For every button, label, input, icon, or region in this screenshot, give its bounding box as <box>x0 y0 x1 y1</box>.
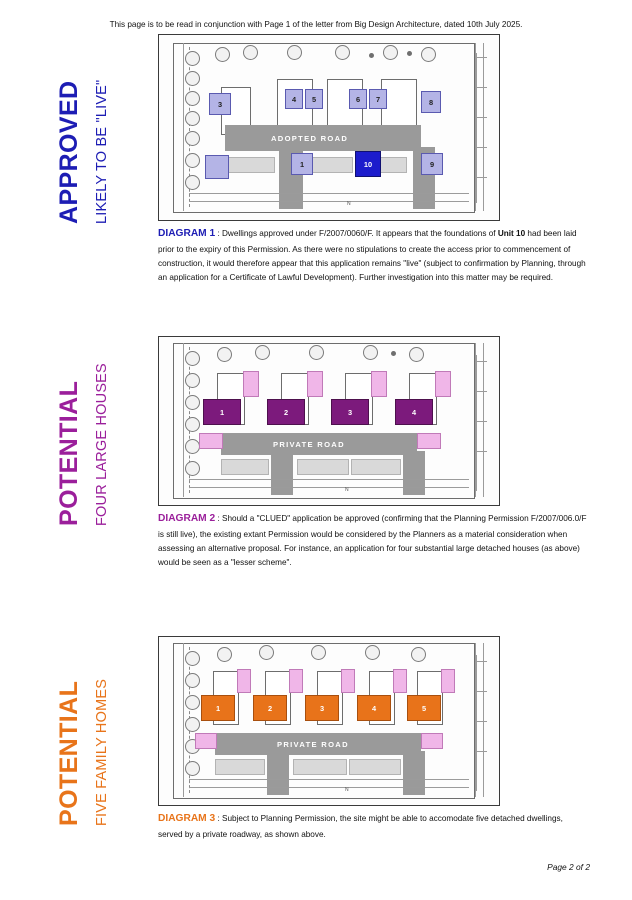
boundary-line <box>183 643 184 797</box>
tree-icon <box>217 347 232 362</box>
site-plan-1 <box>159 35 499 220</box>
north-mark: N <box>347 201 351 207</box>
tree-icon <box>185 111 200 126</box>
road-spur <box>403 751 425 795</box>
unit-1: 1 <box>291 153 313 175</box>
tree-icon <box>185 461 200 476</box>
plan-detail-line <box>189 487 469 488</box>
section-1-labels <box>55 34 156 224</box>
section-1-sub-label: LIKELY TO BE "LIVE" <box>94 79 110 224</box>
road-label-3: PRIVATE ROAD <box>277 740 349 749</box>
house-1: 1 <box>203 399 241 425</box>
scale-tick <box>477 57 487 58</box>
unit-7: 7 <box>369 89 387 109</box>
tree-icon <box>383 45 398 60</box>
scale-tick <box>477 421 487 422</box>
scale-tick <box>477 391 487 392</box>
tree-icon <box>185 439 200 454</box>
drive-block <box>417 433 441 449</box>
diagram-1-bold: Unit 10 <box>497 229 526 238</box>
tree-icon <box>309 345 324 360</box>
road-spur <box>403 451 425 495</box>
drive-block <box>421 733 443 749</box>
section-3-sub-label: FIVE FAMILY HOMES <box>94 678 110 826</box>
tree-icon <box>409 347 424 362</box>
diagram-2-title: DIAGRAM 2 <box>158 513 216 524</box>
tree-icon <box>185 71 200 86</box>
header-note: This page is to be read in conjunction with Page 1 of the letter from Big Design Architecture, dated 10th July 2025. <box>109 20 523 29</box>
tree-icon <box>185 131 200 146</box>
diagram-1 <box>158 34 500 221</box>
plan-detail-line <box>189 193 469 194</box>
house-2: 2 <box>267 399 305 425</box>
tree-icon <box>185 91 200 106</box>
tree-icon <box>185 761 200 776</box>
garage-block <box>243 371 259 397</box>
scale-tick <box>477 661 487 662</box>
garage-block <box>371 371 387 397</box>
boundary-line <box>183 343 184 497</box>
section-3-labels <box>55 636 156 826</box>
scale-tick <box>477 721 487 722</box>
garage-block <box>289 669 303 693</box>
garage-block <box>237 669 251 693</box>
road-label-1: ADOPTED ROAD <box>271 134 349 143</box>
home-1: 1 <box>201 695 235 721</box>
north-mark: N <box>345 487 349 493</box>
tree-icon <box>185 175 200 190</box>
tree-icon <box>185 417 200 432</box>
section-2-labels <box>55 336 156 526</box>
drive-block <box>199 433 223 449</box>
tree-icon <box>185 51 200 66</box>
garage-block <box>393 669 407 693</box>
shrub-icon <box>407 51 412 56</box>
shrub-icon <box>391 351 396 356</box>
plan-detail-line <box>189 779 469 780</box>
house-4: 4 <box>395 399 433 425</box>
tree-icon <box>287 45 302 60</box>
tree-icon <box>243 45 258 60</box>
scale-tick <box>477 87 487 88</box>
unit-4: 4 <box>285 89 303 109</box>
diagram-1-lead: : Dwellings approved under F/2007/0060/F. It appears that the foundations of <box>215 229 498 238</box>
plan-detail-line <box>189 479 469 480</box>
driveway <box>215 759 265 775</box>
diagram-2 <box>158 336 500 506</box>
tree-icon <box>411 647 426 662</box>
diagram-2-lead: : Should a "CLUED" application be approved (confirming that the Planning Permission F/2007/006.0/F is still live), the existing extant Permission would be considered by the Planners as a material consideration when assessing an alternative proposal. For instance, an application for four substantial large detached houses (as above) would be seen as a "lesser scheme". <box>158 514 587 567</box>
section-2-main-label: POTENTIAL <box>55 380 83 526</box>
scale-bar <box>476 655 495 791</box>
tree-icon <box>185 717 200 732</box>
site-plan-3 <box>159 637 499 805</box>
tree-icon <box>185 673 200 688</box>
garage-block <box>441 669 455 693</box>
scale-tick <box>477 361 487 362</box>
driveway <box>351 459 401 475</box>
diagram-3-lead: : Subject to Planning Permission, the site might be able to accomodate five detached dwellings, served by a private roadway, as shown above. <box>158 814 563 839</box>
diagram-3-caption <box>158 810 588 842</box>
tree-icon <box>185 695 200 710</box>
house-3: 3 <box>331 399 369 425</box>
section-2-sub-label: FOUR LARGE HOUSES <box>94 363 110 526</box>
garage-block <box>435 371 451 397</box>
tree-icon <box>185 373 200 388</box>
garage-block <box>341 669 355 693</box>
unit-3: 3 <box>209 93 231 115</box>
tree-icon <box>215 47 230 62</box>
boundary-line <box>183 43 184 211</box>
diagram-3 <box>158 636 500 806</box>
tree-icon <box>311 645 326 660</box>
driveway <box>293 759 347 775</box>
unit-6: 6 <box>349 89 367 109</box>
scale-tick <box>477 177 487 178</box>
unit-unlabelled <box>205 155 229 179</box>
driveway <box>221 459 269 475</box>
plan-detail-line <box>189 201 469 202</box>
driveway <box>349 759 401 775</box>
scale-bar <box>476 355 495 491</box>
road-spur <box>271 451 293 495</box>
scale-tick <box>477 691 487 692</box>
road-spur <box>267 751 289 795</box>
tree-icon <box>217 647 232 662</box>
section-3-main-label: POTENTIAL <box>55 680 83 826</box>
scale-bar <box>476 53 495 203</box>
tree-icon <box>185 395 200 410</box>
scale-tick <box>477 751 487 752</box>
tree-icon <box>421 47 436 62</box>
plan-detail-line <box>189 787 469 788</box>
home-3: 3 <box>305 695 339 721</box>
diagram-1-rest: had been laid prior to the expiry of this Permission. As there were no stipulations to create the access prior to commencement of construction, it would therefore appear that this application remains "live" (subject to confirmation by Planning, through an application for a Certificate of Lawful Development). Further investigation into this matter may be required. <box>158 229 586 282</box>
road-label-2: PRIVATE ROAD <box>273 440 345 449</box>
tree-icon <box>365 645 380 660</box>
driveway <box>225 157 275 173</box>
garage-block <box>307 371 323 397</box>
site-plan-2 <box>159 337 499 505</box>
tree-icon <box>363 345 378 360</box>
unit-8: 8 <box>421 91 441 113</box>
diagram-1-title: DIAGRAM 1 <box>158 228 216 239</box>
diagram-2-caption <box>158 510 588 570</box>
unit-10: 10 <box>355 151 381 177</box>
north-mark: N <box>345 787 349 793</box>
home-2: 2 <box>253 695 287 721</box>
home-5: 5 <box>407 695 441 721</box>
scale-tick <box>477 117 487 118</box>
unit-9: 9 <box>421 153 443 175</box>
tree-icon <box>259 645 274 660</box>
scale-tick <box>477 147 487 148</box>
page-footer: Page 2 of 2 <box>547 862 590 872</box>
shrub-icon <box>369 53 374 58</box>
diagram-1-caption <box>158 225 588 285</box>
tree-icon <box>185 153 200 168</box>
drive-block <box>195 733 217 749</box>
tree-icon <box>185 351 200 366</box>
tree-icon <box>255 345 270 360</box>
tree-icon <box>185 651 200 666</box>
driveway <box>297 459 349 475</box>
diagram-3-title: DIAGRAM 3 <box>158 813 216 824</box>
scale-tick <box>477 451 487 452</box>
home-4: 4 <box>357 695 391 721</box>
tree-icon <box>335 45 350 60</box>
section-1-main-label: APPROVED <box>55 80 83 224</box>
unit-5: 5 <box>305 89 323 109</box>
